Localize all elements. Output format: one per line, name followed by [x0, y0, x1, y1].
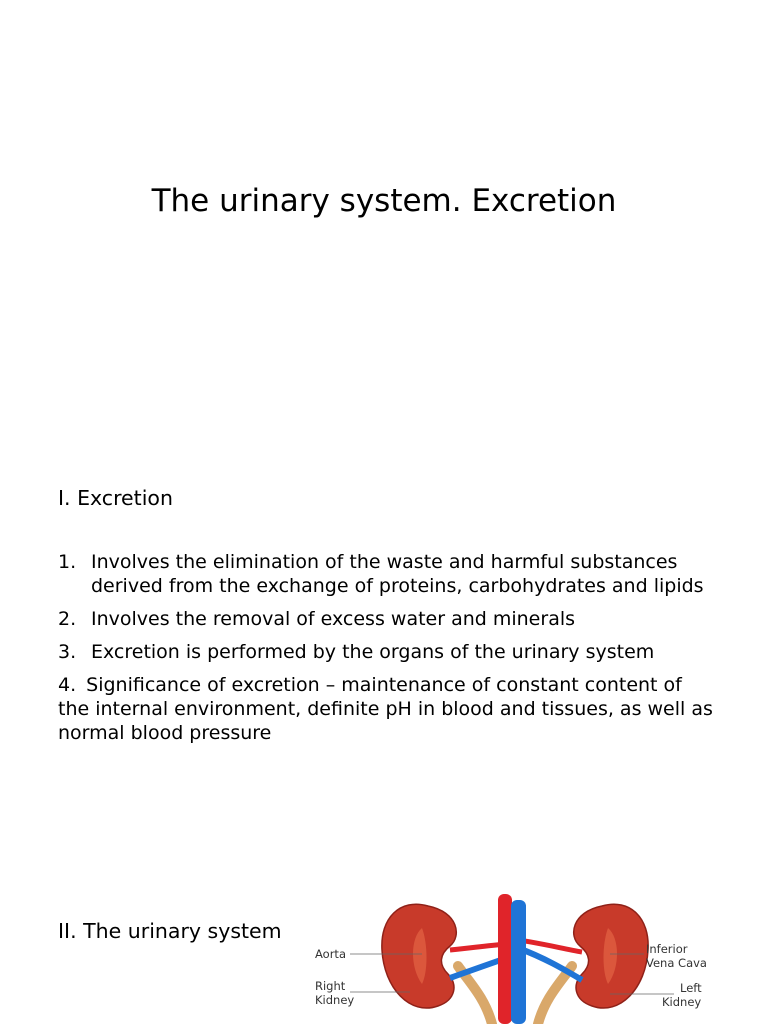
list-item-text: Significance of excretion – maintenance of constant content of the internal environment, definite pH in blood and tissues, as well as normal blood pressure: [58, 674, 713, 744]
list-item-text: Involves the removal of excess water and minerals: [91, 608, 576, 630]
label-left-kidney-line2: Kidney: [662, 995, 702, 1009]
label-inferior-vena-cava-line2: Vena Cava: [646, 956, 707, 970]
aorta-vessel: [498, 894, 512, 1024]
label-inferior-vena-cava-line1: Inferior: [646, 942, 688, 956]
list-item: [58, 640, 718, 664]
label-left-kidney-line1: Left: [680, 981, 702, 995]
list-item: [58, 550, 718, 598]
list-item-number: 3.: [58, 641, 77, 663]
section-heading-excretion: I. Excretion: [58, 486, 173, 510]
section-heading-urinary-system: II. The urinary system: [58, 919, 282, 943]
list-item: [58, 673, 718, 745]
excretion-list: [58, 550, 718, 745]
list-item-number: 4.: [58, 674, 77, 696]
list-item-text: Involves the elimination of the waste and harmful substances derived from the exchange of proteins, carbohydrates and lipids: [91, 551, 704, 597]
label-right-kidney-line2: Kidney: [315, 993, 355, 1007]
list-item-text: Excretion is performed by the organs of the urinary system: [91, 641, 655, 663]
label-right-kidney-line1: Right: [315, 979, 346, 993]
label-aorta: Aorta: [315, 947, 346, 961]
slide-title: The urinary system. Excretion: [151, 183, 617, 219]
list-item: [58, 607, 718, 631]
list-item-number: 1.: [58, 551, 77, 573]
list-item-number: 2.: [58, 608, 77, 630]
right-renal-artery: [450, 944, 506, 950]
kidney-diagram-illustration: [310, 888, 730, 1024]
urinary-system-diagram: [310, 888, 730, 1024]
vena-cava-vessel: [511, 900, 526, 1024]
